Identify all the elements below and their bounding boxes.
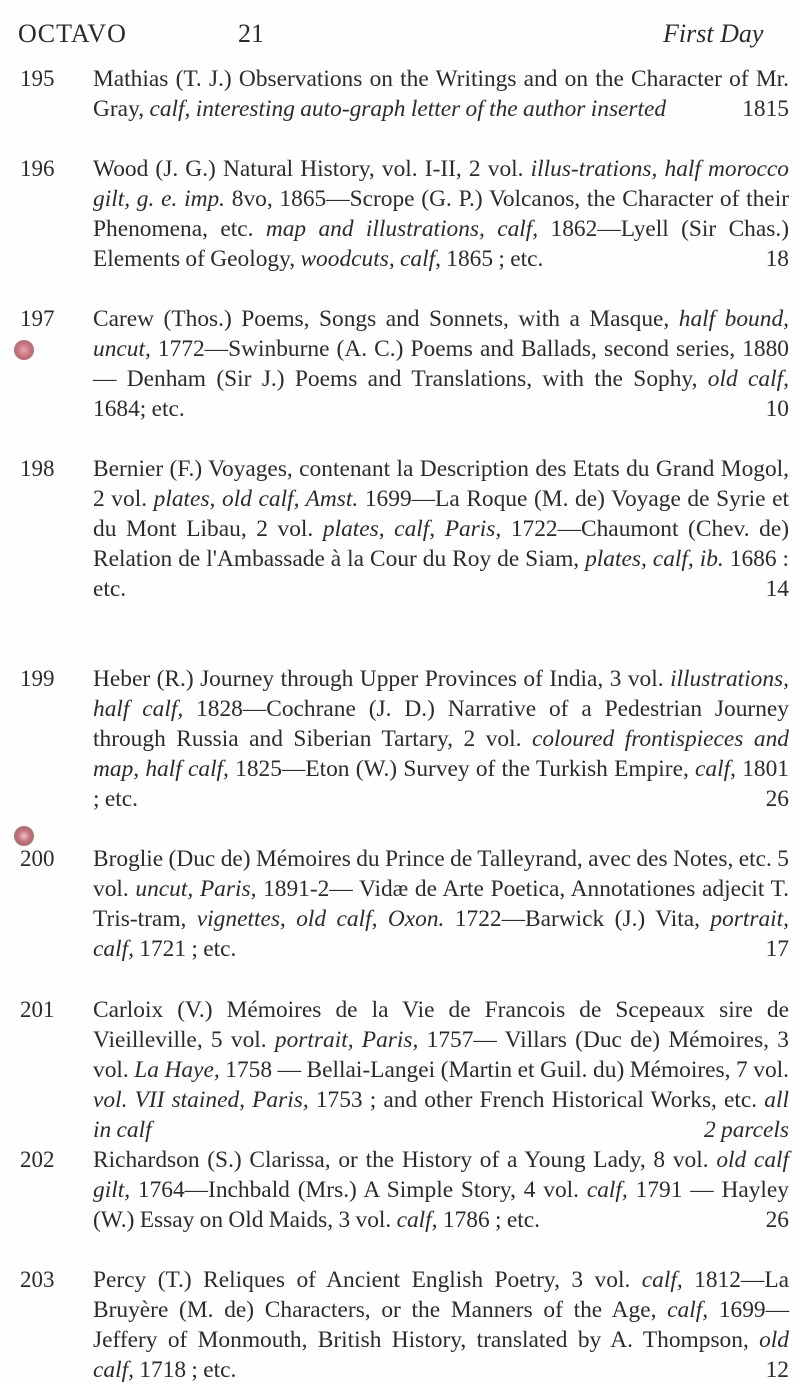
lot-description — [93, 995, 789, 1145]
lot-binding-note: La Haye, — [134, 1057, 220, 1084]
lot-text-segment: 1891-2— Vidæ de Arte Poetica, Annotationes adjecit T. Tris-tram, — [93, 876, 790, 933]
lot-description — [93, 454, 789, 604]
lot-binding-note: plates, old calf, Amst. — [153, 486, 359, 513]
lot-text-segment: 8vo, 1865—Scrope (G. P.) Volcanos, the Character of their Phenomena, etc. — [93, 186, 789, 243]
lot-text-segment: Heber (R.) Journey through Upper Provinces of India, 3 vol. — [93, 666, 671, 692]
lot-text-segment: Wood (J. G.) Natural History, vol. I-II, 2 vol. — [93, 156, 531, 182]
lot-binding-note: map and illustrations, calf, — [265, 216, 539, 243]
lot-text-segment: 1718 ; etc. — [133, 1357, 237, 1384]
lot-text-segment: 1699—Jeffery of Monmouth, British History, translated by A. Thompson, — [93, 1297, 789, 1354]
lot-text-segment: 1786 ; etc. — [437, 1207, 540, 1234]
lot-number: 195 — [20, 66, 55, 91]
lot-binding-note: plates, calf, Paris, — [322, 516, 502, 543]
lot-text-segment: 1721 ; etc. — [133, 936, 237, 963]
lot-price: 14 — [765, 576, 789, 603]
lot-description — [93, 64, 789, 124]
lot-binding-note: old calf gilt, — [93, 1147, 790, 1204]
lot-text-segment: Richardson (S.) Clarissa, or the History of a Young Lady, 8 vol. — [93, 1147, 717, 1173]
lot-binding-note: calf, interesting auto-graph letter of the author inserted — [149, 96, 667, 123]
lot-text-segment: 1757— Villars (Duc de) Mémoires, 3 vol. — [93, 1027, 789, 1084]
lot-number: 198 — [20, 456, 55, 481]
lot-number: 200 — [20, 846, 55, 871]
lot-binding-note: illustrations, half calf, — [93, 666, 789, 723]
lot-text-segment: Percy (T.) Reliques of Ancient English Poetry, 3 vol. — [93, 1267, 642, 1293]
lot-binding-note: illus-trations, half morocco gilt, g. e. imp. — [93, 156, 790, 213]
header-sale-day: First Day — [663, 19, 764, 48]
lot-text-segment: 1722—Chaumont (Chev. de) Relation de l'Ambassade à la Cour du Roy de Siam, — [93, 516, 790, 573]
lot-price: 18 — [765, 246, 789, 273]
lot-description — [93, 1145, 789, 1235]
lot-text-segment: 1758 — Bellai-Langei (Martin et Guil. du) Mémoires, 7 vol. — [219, 1057, 789, 1084]
lot-binding-note: portrait, Paris, — [274, 1027, 419, 1054]
lot-binding-note: calf, — [695, 756, 736, 783]
lot-binding-note: vignettes, old calf, Oxon. — [196, 906, 445, 933]
lot-price: 17 — [765, 936, 789, 963]
lot-text-segment: 1812—La Bruyère (M. de) Characters, or the Manners of the Age, — [93, 1267, 789, 1324]
lot-text-segment: 1722—Barwick (J.) Vita, — [444, 906, 711, 933]
lot-number: 201 — [20, 997, 55, 1022]
lot-price: 1815 — [742, 96, 789, 123]
lot-text-segment: 1825—Eton (W.) Survey of the Turkish Empire, — [228, 756, 696, 783]
lot-binding-note: coloured frontispieces and map, half calf, — [93, 726, 789, 783]
lot-text-segment: 1764—Inchbald (Mrs.) A Simple Story, 4 vol. — [130, 1177, 587, 1204]
lot-binding-note: uncut, Paris, — [135, 876, 257, 903]
lot-price: 12 — [765, 1357, 789, 1384]
lot-binding-note: portrait, calf, — [93, 906, 789, 963]
lot-text-segment: 1684; etc. — [93, 396, 185, 423]
flower-ornament-icon — [14, 340, 34, 360]
lot-number: 203 — [20, 1267, 55, 1292]
header-format: OCTAVO — [18, 19, 127, 48]
lot-description — [93, 154, 789, 274]
lot-text-segment: 1686 : etc. — [93, 546, 790, 603]
lot-text-segment: Carew (Thos.) Poems, Songs and Sonnets, with a Masque, — [93, 306, 679, 332]
lot-text-segment: Bernier (F.) Voyages, contenant la Description des Etats du Grand Mogol, 2 vol. — [93, 456, 789, 513]
lot-text-segment: 1862—Lyell (Sir Chas.) Elements of Geology, — [93, 216, 789, 273]
lot-binding-note: calf, — [641, 1267, 683, 1293]
lot-price: 2 parcels — [703, 1117, 789, 1144]
flower-ornament-icon — [14, 826, 34, 846]
lot-description — [93, 304, 789, 424]
lot-number: 202 — [20, 1147, 55, 1172]
lot-price: 26 — [765, 1207, 789, 1234]
lot-text-segment: Carloix (V.) Mémoires de la Vie de Francois de Scepeaux sire de Vieilleville, 5 vol. — [93, 997, 789, 1054]
lot-binding-note: woodcuts, calf, — [300, 246, 441, 273]
lot-text-segment: 1772—Swinburne (A. C.) Poems and Ballads, second series, 1880 — Denham (Sir J.) Poems and Translations, with the Sophy, — [93, 336, 789, 393]
lot-description — [93, 844, 789, 964]
lot-text-segment: 1828—Cochrane (J. D.) Narrative of a Pedestrian Journey through Russia and Siberian Tartary, 2 vol. — [93, 696, 789, 753]
lot-price: 26 — [765, 786, 789, 813]
lot-binding-note: calf, — [586, 1177, 628, 1204]
lot-binding-note: plates, calf, ib. — [585, 546, 724, 573]
lot-text-segment: 1699—La Roque (M. de) Voyage de Syrie et du Mont Libau, 2 vol. — [93, 486, 789, 543]
lot-description — [93, 1265, 789, 1385]
lot-description — [93, 664, 789, 814]
lot-number: 196 — [20, 156, 55, 181]
lot-binding-note: half bound, uncut, — [93, 306, 789, 363]
lot-text-segment: 1791 — Hayley (W.) Essay on Old Maids, 3 vol. — [93, 1177, 790, 1234]
lot-binding-note: calf, — [667, 1297, 709, 1324]
lot-binding-note: all in calf — [93, 1087, 789, 1144]
lot-number: 199 — [20, 666, 55, 691]
lot-text-segment: 1753 ; and other French Historical Works, etc. — [308, 1087, 765, 1114]
lot-number: 197 — [20, 306, 55, 331]
lot-text-segment: Broglie (Duc de) Mémoires du Prince de Talleyrand, avec des Notes, etc. 5 vol. — [93, 846, 789, 903]
lot-binding-note: vol. VII stained, Paris, — [93, 1087, 309, 1114]
lot-binding-note: calf, — [396, 1207, 438, 1234]
page-header — [18, 14, 790, 54]
page-number: 21 — [238, 19, 264, 48]
lot-binding-note: old calf, — [707, 366, 789, 393]
lot-text-segment: 1865 ; etc. — [440, 246, 544, 273]
lot-binding-note: old calf, — [93, 1327, 789, 1384]
lot-text-segment: Mathias (T. J.) Observations on the Writings and on the Character of Mr. Gray, — [93, 66, 789, 123]
lot-text-segment: 1801 ; etc. — [93, 756, 789, 813]
lot-price: 10 — [765, 396, 789, 423]
